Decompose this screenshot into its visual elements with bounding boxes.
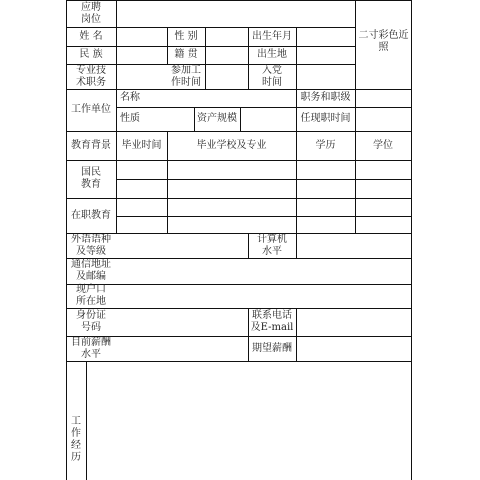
field-name[interactable] [117,28,167,46]
field-gender[interactable] [206,28,248,46]
label-tech-title: 专业技 术职务 [76,64,106,88]
field-native-place[interactable] [206,47,248,64]
rule [116,179,412,180]
label-degree-edu: 学历 [315,139,336,151]
field-birth[interactable] [297,28,355,46]
field-computer[interactable] [297,234,411,258]
label-id-number: 身份证 号码 [76,310,106,333]
label-birthplace: 出生地 [257,49,287,60]
field-work-start[interactable] [206,65,248,89]
field-current-salary[interactable] [117,337,248,361]
field-work-history[interactable] [87,362,411,480]
field-party-join[interactable] [297,65,355,89]
label-native-place: 籍 贯 [174,49,198,60]
label-inservice-edu: 在职教育 [71,209,111,221]
label-gender: 性 别 [174,30,198,42]
field-current-duty-time[interactable] [356,108,411,131]
rule [66,198,412,199]
label-current-duty-time: 任现职时间 [300,113,351,124]
label-grad-school-major: 毕业学校及专业 [196,139,267,151]
label-contact: 联系电话 及E-mail [250,310,294,333]
field-expected-salary[interactable] [297,337,411,361]
label-party-join: 入党 时间 [262,64,282,88]
label-national-edu: 国民 教育 [81,167,101,190]
field-foreign-lang[interactable] [117,234,248,258]
field-birthplace[interactable] [297,47,355,64]
field-ethnicity[interactable] [117,47,167,64]
rule [411,0,412,480]
label-name: 姓 名 [79,30,103,42]
field-tech-title[interactable] [117,65,167,89]
label-foreign-lang: 外语语种 及等级 [71,233,111,257]
label-current-salary: 目前薪酬 水平 [71,336,111,360]
label-address: 通信地址 及邮编 [71,259,111,282]
field-asset-scale[interactable] [241,108,296,131]
field-contact[interactable] [297,309,411,336]
rule [66,160,412,161]
label-work-start: 参加工 作时间 [171,64,201,88]
label-birth: 出生年月 [252,30,292,42]
field-address[interactable] [117,259,411,284]
label-edu-bg: 教育背景 [71,139,111,151]
label-degree: 学位 [373,139,393,151]
label-employer-name: 名称 [120,92,140,103]
field-position-applied[interactable] [117,1,355,27]
field-nature[interactable] [145,108,194,131]
label-employer: 工作单位 [71,104,111,115]
label-hukou: 现户口 所在地 [76,284,106,307]
rule [116,216,412,217]
field-employer-name[interactable] [145,90,296,107]
label-asset-scale: 资产规模 [197,113,237,124]
field-hukou[interactable] [117,285,411,308]
field-duty-rank[interactable] [356,90,411,107]
label-expected-salary: 期望薪酬 [252,342,292,354]
photo-area[interactable] [356,1,411,89]
label-position-applied: 应聘 岗位 [81,1,101,25]
label-duty-rank: 职务和职级 [300,92,351,103]
label-ethnicity: 民 族 [79,49,103,60]
label-grad-time: 毕业时间 [121,139,162,151]
label-work-history: 工 作 经 历 [71,416,81,463]
field-id-number[interactable] [117,309,248,336]
label-computer: 计算机 水平 [257,233,287,257]
label-photo: 二寸彩色近 照 [358,30,409,53]
label-nature: 性质 [120,113,140,124]
